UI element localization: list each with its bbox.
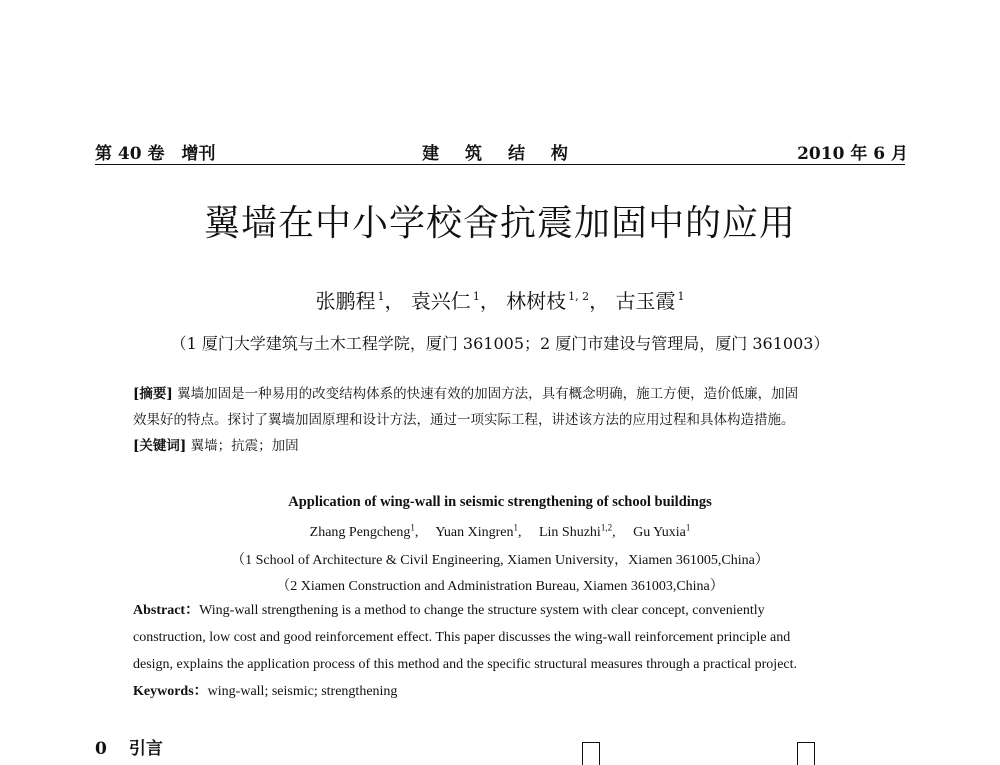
english-author-name: Zhang Pengcheng — [309, 525, 411, 540]
english-author-affiliation-mark: 1 — [685, 522, 691, 533]
author-name: 袁兴仁 — [410, 289, 471, 313]
abstract-en-line: construction, low cost and good reinforcement effect. This paper discusses the wing-wall reinforcement principle and — [133, 630, 791, 645]
placeholder-glyph-box — [797, 742, 815, 765]
keywords-cn-label: [关键词] — [133, 438, 187, 454]
english-author-separator: , — [517, 525, 536, 540]
abstract-en-line: design, explains the application process of this method and the specific structural measures through a practical project. — [133, 657, 798, 672]
section-heading — [95, 734, 185, 759]
abstract-en-line — [133, 597, 873, 624]
abstract-en-label: Abstract： — [133, 603, 200, 618]
placeholder-glyph-box — [582, 742, 600, 765]
keywords-cn — [133, 433, 873, 459]
author-name: 张鹏程 — [315, 289, 376, 313]
abstract-cn — [133, 381, 873, 459]
author-name: 古玉霞 — [615, 289, 676, 313]
abstract-en-text: Wing-wall strengthening is a method to change the structure system with clear concept, conveniently — [199, 603, 765, 618]
english-author-affiliation-mark: 1 — [513, 522, 518, 533]
paper-title: 翼墙在中小学校舍抗震加固中的应用 — [203, 203, 796, 244]
abstract-cn-line — [133, 381, 873, 407]
keywords-en — [133, 678, 873, 705]
abstract-en — [133, 597, 873, 705]
header-date: 2010 年 6 月 — [797, 144, 908, 164]
english-author-separator: , — [612, 525, 630, 540]
english-author-affiliation-mark: 1,2 — [600, 522, 613, 533]
english-author-name: Gu Yuxia — [633, 525, 686, 540]
author-name: 林树枝 — [506, 289, 567, 313]
keywords-en-text: wing-wall; seismic; strengthening — [207, 684, 398, 699]
english-author-name: Yuan Xingren — [435, 525, 514, 540]
author-list: 张鹏程 $^1$， 袁兴仁 $^1$， 林树枝 $^{1, 2}$， 古玉霞 $^1$ — [315, 289, 685, 313]
section-number: 0 — [95, 739, 107, 759]
affiliation-cn: （1 厦门大学建筑与土木工程学院，厦门 361005；2 厦门市建设与管理局，厦门 361003） — [170, 334, 830, 353]
header-rule — [95, 164, 905, 165]
header-volume: 第 40 卷 增刊 — [95, 144, 216, 164]
english-affiliation-2: （2 Xiamen Construction and Administration Bureau, Xiamen 361003,China） — [276, 579, 724, 594]
english-author-separator: , — [414, 525, 433, 540]
english-title: Application of wing-wall in seismic strengthening of school buildings — [288, 494, 712, 510]
keywords-cn-text: 翼墙；抗震；加固 — [190, 438, 299, 454]
english-author-affiliation-mark: 1 — [410, 522, 415, 533]
english-author-name: Lin Shuzhi — [538, 525, 601, 540]
author-affiliation-mark: 1 — [377, 290, 385, 304]
keywords-en-label: Keywords： — [133, 684, 208, 699]
author-affiliation-mark: 1, 2 — [568, 290, 590, 304]
abstract-cn-text: 翼墙加固是一种易用的改变结构体系的快速有效的加固方法，具有概念明确，施工方便，造价低廉，加固 — [177, 386, 799, 402]
english-affiliation-1: （1 School of Architecture & Civil Engineering, Xiamen University，Xiamen 361005,China） — [231, 553, 769, 568]
abstract-cn-line: 效果好的特点。探讨了翼墙加固原理和设计方法，通过一项实际工程，讲述该方法的应用过程和具体构造措施。 — [133, 412, 795, 428]
section-title: 引言 — [128, 739, 163, 759]
abstract-cn-label: [摘要] — [133, 386, 173, 402]
english-authors — [0, 521, 1000, 541]
author-affiliation-mark: 1 — [677, 290, 685, 304]
author-affiliation-mark: 1 — [472, 290, 480, 304]
header-journal: 建 筑 结 构 — [422, 144, 578, 164]
